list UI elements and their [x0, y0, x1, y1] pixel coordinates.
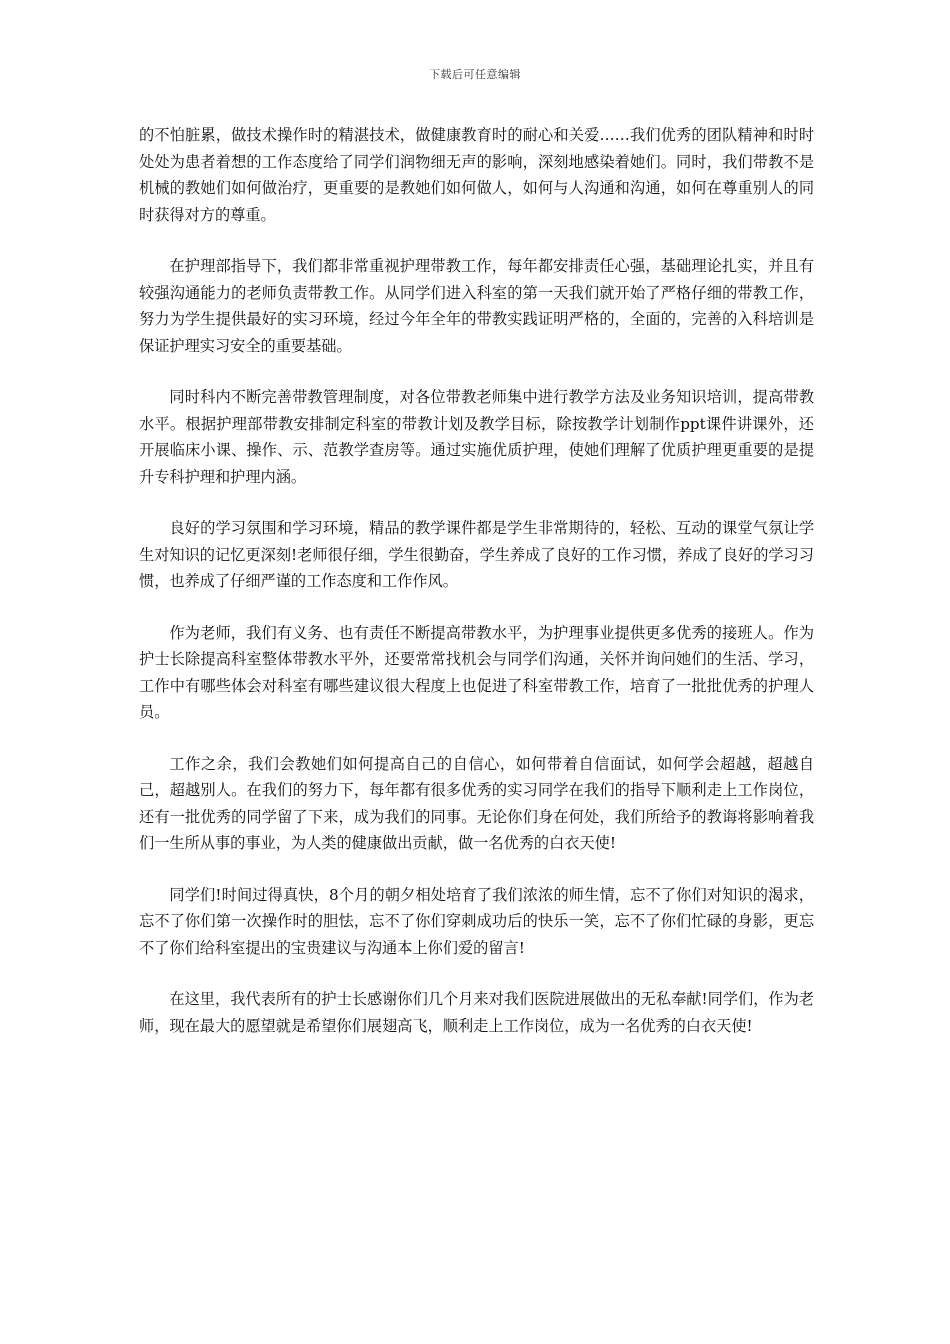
header-note: 下载后可任意编辑	[429, 68, 521, 81]
paragraph: 作为老师，我们有义务、也有责任不断提高带教水平，为护理事业提供更多优秀的接班人。作为护士长除提高科室整体带教水平外，还要常常找机会与同学们沟通，关怀并询问她们的生活、学习，工作中有哪些体会对科室有哪些建议很大程度上也促进了科室带教工作，培育了一批批优秀的护理人员。	[139, 623, 814, 721]
paragraph: 良好的学习氛围和学习环境，精品的教学课件都是学生非常期待的，轻松、互动的课堂气氛让学生对知识的记忆更深刻!老师很仔细，学生很勤奋，学生养成了良好的工作习惯，养成了良好的学习习惯，也养成了仔细严谨的工作态度和工作作风。	[139, 519, 814, 590]
paragraph: 同学们!时间过得真快，8个月的朝夕相处培育了我们浓浓的师生情，忘不了你们对知识的渴求，忘不了你们第一次操作时的胆怯，忘不了你们穿刺成功后的快乐一笑，忘不了你们忙碌的身影，更忘不了你们给科室提出的宝贵建议与沟通本上你们爱的留言!	[139, 885, 814, 957]
paragraph: 在护理部指导下，我们都非常重视护理带教工作，每年都安排责任心强，基础理论扎实，并且有较强沟通能力的老师负责带教工作。从同学们进入科室的第一天我们就开始了严格仔细的带教工作，努力为学生提供最好的实习环境，经过今年全年的带教实践证明严格的，全面的，完善的入科培训是保证护理实习安全的重要基础。	[139, 257, 814, 355]
paragraph: 在这里，我代表所有的护士长感谢你们几个月来对我们医院进展做出的无私奉献!同学们，作为老师，现在最大的愿望就是希望你们展翅高飞，顺利走上工作岗位，成为一名优秀的白衣天使!	[139, 990, 814, 1035]
paragraph-continuation: 的不怕脏累，做技术操作时的精湛技术，做健康教育时的耐心和关爱……我们优秀的团队精神和时时处处为患者着想的工作态度给了同学们润物细无声的影响，深刻地感染着她们。同时，我们带教不是机械的教她们如何做治疗，更重要的是教她们如何做人，如何与人沟通和沟通，如何在尊重别人的同时获得对方的尊重。	[139, 126, 814, 224]
paragraph: 工作之余，我们会教她们如何提高自己的自信心，如何带着自信面试，如何学会超越，超越自己，超越别人。在我们的努力下，每年都有很多优秀的实习同学在我们的指导下顺利走上工作岗位，还有一批优秀的同学留了下来，成为我们的同事。无论你们身在何处，我们所给予的教诲将影响着我们一生所从事的事业，为人类的健康做出贡献，做一名优秀的白衣天使!	[139, 754, 814, 852]
document-body	[139, 122, 814, 1064]
paragraph: 同时科内不断完善带教管理制度，对各位带教老师集中进行教学方法及业务知识培训，提高带教水平。根据护理部带教安排制定科室的带教计划及教学目标，除按教学计划制作ppt课件讲课外，还开展临床小课、操作、示、范教学查房等。通过实施优质护理，使她们理解了优质护理更重要的是提升专科护理和护理内涵。	[139, 388, 814, 486]
